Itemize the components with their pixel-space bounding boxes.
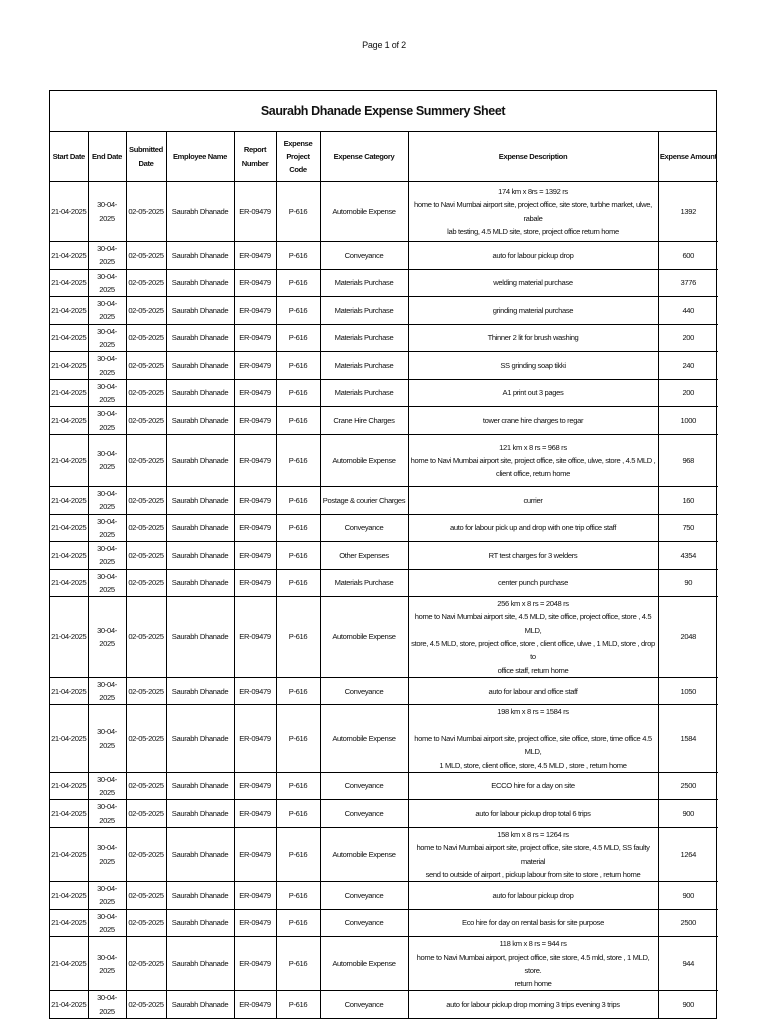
cell-start-date: 21-04-2025 — [50, 937, 88, 991]
cell-employee-name: Saurabh Dhanade — [166, 705, 234, 772]
cell-employee-name: Saurabh Dhanade — [166, 542, 234, 570]
description-line: client office, return home — [496, 469, 570, 479]
cell-expense-description — [408, 827, 658, 881]
cell-project-code: P-616 — [276, 772, 320, 800]
cell-expense-category: Automobile Expense — [320, 705, 408, 772]
cell-employee-name: Saurabh Dhanade — [166, 486, 234, 514]
cell-expense-description — [408, 269, 658, 297]
cell-project-code: P-616 — [276, 569, 320, 597]
description-line: grinding material purchase — [492, 305, 574, 315]
cell-expense-category: Automobile Expense — [320, 597, 408, 678]
cell-end-date: 30-04-2025 — [88, 909, 126, 937]
description-line: ECCO hire for a day on site — [491, 781, 575, 791]
cell-expense-amount: 750 — [658, 514, 718, 542]
cell-expense-amount: 1264 — [658, 827, 718, 881]
cell-end-date: 30-04-2025 — [88, 991, 126, 1018]
table-row — [50, 407, 718, 435]
cell-start-date: 21-04-2025 — [50, 486, 88, 514]
cell-report-number: ER-09479 — [234, 434, 276, 486]
cell-project-code: P-616 — [276, 597, 320, 678]
cell-submitted-date: 02-05-2025 — [126, 705, 166, 772]
cell-report-number: ER-09479 — [234, 597, 276, 678]
cell-end-date: 30-04-2025 — [88, 882, 126, 910]
header-expense-amount: Expense Amount — [658, 132, 718, 182]
cell-employee-name: Saurabh Dhanade — [166, 800, 234, 828]
cell-employee-name: Saurabh Dhanade — [166, 937, 234, 991]
cell-employee-name: Saurabh Dhanade — [166, 772, 234, 800]
cell-expense-category: Crane Hire Charges — [320, 407, 408, 435]
cell-end-date: 30-04-2025 — [88, 772, 126, 800]
cell-expense-amount: 900 — [658, 800, 718, 828]
cell-expense-amount: 90 — [658, 569, 718, 597]
description-line: home to Navi Mumbai airport site, project office, site store, 4.5 MLD, SS faulty material — [416, 843, 650, 866]
cell-employee-name: Saurabh Dhanade — [166, 407, 234, 435]
cell-report-number: ER-09479 — [234, 705, 276, 772]
cell-expense-description — [408, 569, 658, 597]
cell-employee-name: Saurabh Dhanade — [166, 569, 234, 597]
description-line: Eco hire for day on rental basis for site purpose — [462, 918, 604, 928]
cell-end-date: 30-04-2025 — [88, 297, 126, 325]
cell-start-date: 21-04-2025 — [50, 800, 88, 828]
cell-expense-amount: 2500 — [658, 909, 718, 937]
header-end-date: End Date — [88, 132, 126, 182]
cell-expense-category: Materials Purchase — [320, 352, 408, 380]
cell-project-code: P-616 — [276, 882, 320, 910]
cell-end-date: 30-04-2025 — [88, 514, 126, 542]
table-row — [50, 542, 718, 570]
cell-expense-description — [408, 182, 658, 242]
cell-employee-name: Saurabh Dhanade — [166, 324, 234, 352]
cell-report-number: ER-09479 — [234, 800, 276, 828]
description-line: 118 km x 8 rs = 944 rs — [499, 939, 567, 949]
cell-start-date: 21-04-2025 — [50, 242, 88, 270]
cell-expense-description — [408, 324, 658, 352]
description-line: A1 print out 3 pages — [502, 388, 564, 398]
cell-project-code: P-616 — [276, 324, 320, 352]
description-line: auto for labour pickup drop — [492, 250, 574, 260]
cell-project-code: P-616 — [276, 909, 320, 937]
cell-expense-amount: 1584 — [658, 705, 718, 772]
table-row — [50, 324, 718, 352]
cell-report-number: ER-09479 — [234, 407, 276, 435]
cell-expense-category: Conveyance — [320, 514, 408, 542]
cell-submitted-date: 02-05-2025 — [126, 407, 166, 435]
table-row — [50, 597, 718, 678]
table-row — [50, 800, 718, 828]
cell-project-code: P-616 — [276, 379, 320, 407]
cell-end-date: 30-04-2025 — [88, 379, 126, 407]
cell-report-number: ER-09479 — [234, 909, 276, 937]
cell-expense-category: Postage & courier Charges — [320, 486, 408, 514]
cell-expense-category: Automobile Expense — [320, 182, 408, 242]
cell-employee-name: Saurabh Dhanade — [166, 434, 234, 486]
table-row — [50, 242, 718, 270]
cell-submitted-date: 02-05-2025 — [126, 297, 166, 325]
description-line: auto for labour pickup drop morning 3 trips evening 3 trips — [446, 999, 620, 1009]
cell-start-date: 21-04-2025 — [50, 677, 88, 705]
table-row — [50, 514, 718, 542]
cell-expense-category: Automobile Expense — [320, 827, 408, 881]
cell-submitted-date: 02-05-2025 — [126, 827, 166, 881]
description-line: 256 km x 8 rs = 2048 rs — [497, 599, 569, 609]
cell-expense-description — [408, 597, 658, 678]
table-row — [50, 269, 718, 297]
cell-submitted-date: 02-05-2025 — [126, 486, 166, 514]
cell-employee-name: Saurabh Dhanade — [166, 597, 234, 678]
cell-employee-name: Saurabh Dhanade — [166, 182, 234, 242]
cell-employee-name: Saurabh Dhanade — [166, 882, 234, 910]
cell-report-number: ER-09479 — [234, 269, 276, 297]
cell-submitted-date: 02-05-2025 — [126, 542, 166, 570]
description-line: home to Navi Mumbai airport site, project office, site office, ulwe, store , 4.5 MLD , — [410, 455, 656, 465]
cell-report-number: ER-09479 — [234, 379, 276, 407]
cell-expense-description — [408, 407, 658, 435]
cell-start-date: 21-04-2025 — [50, 182, 88, 242]
cell-expense-description — [408, 297, 658, 325]
cell-expense-category: Conveyance — [320, 242, 408, 270]
cell-employee-name: Saurabh Dhanade — [166, 352, 234, 380]
cell-employee-name: Saurabh Dhanade — [166, 991, 234, 1018]
description-line — [411, 719, 656, 732]
page-number-label: Page 1 of 2 — [362, 40, 406, 50]
cell-expense-category: Automobile Expense — [320, 937, 408, 991]
cell-report-number: ER-09479 — [234, 297, 276, 325]
cell-end-date: 30-04-2025 — [88, 407, 126, 435]
cell-expense-description — [408, 514, 658, 542]
cell-end-date: 30-04-2025 — [88, 597, 126, 678]
cell-expense-amount: 4354 — [658, 542, 718, 570]
cell-submitted-date: 02-05-2025 — [126, 597, 166, 678]
description-line: currier — [523, 495, 543, 505]
cell-expense-amount: 1392 — [658, 182, 718, 242]
description-line: RT test charges for 3 welders — [488, 550, 578, 560]
cell-report-number: ER-09479 — [234, 569, 276, 597]
header-submitted-date: Submitted Date — [126, 132, 166, 182]
cell-submitted-date: 02-05-2025 — [126, 991, 166, 1018]
cell-project-code: P-616 — [276, 486, 320, 514]
cell-end-date: 30-04-2025 — [88, 242, 126, 270]
description-line: lab testing, 4.5 MLD site, store, project office return home — [447, 226, 619, 236]
cell-project-code: P-616 — [276, 542, 320, 570]
description-line: 174 km x 8rs = 1392 rs — [498, 186, 568, 196]
description-line: auto for labour pickup drop — [492, 890, 574, 900]
cell-end-date: 30-04-2025 — [88, 827, 126, 881]
description-line: 158 km x 8 rs = 1264 rs — [497, 829, 569, 839]
table-row — [50, 677, 718, 705]
description-line: 198 km x 8 rs = 1584 rs — [497, 707, 569, 717]
cell-project-code: P-616 — [276, 352, 320, 380]
table-row — [50, 772, 718, 800]
table-row — [50, 705, 718, 772]
cell-expense-category: Automobile Expense — [320, 434, 408, 486]
cell-employee-name: Saurabh Dhanade — [166, 677, 234, 705]
cell-report-number: ER-09479 — [234, 772, 276, 800]
description-line: auto for labour pickup drop total 6 trips — [475, 809, 591, 819]
cell-end-date: 30-04-2025 — [88, 800, 126, 828]
cell-report-number: ER-09479 — [234, 352, 276, 380]
table-row — [50, 379, 718, 407]
cell-submitted-date: 02-05-2025 — [126, 772, 166, 800]
table-row — [50, 352, 718, 380]
cell-end-date: 30-04-2025 — [88, 677, 126, 705]
header-start-date: Start Date — [50, 132, 88, 182]
cell-end-date: 30-04-2025 — [88, 542, 126, 570]
cell-employee-name: Saurabh Dhanade — [166, 242, 234, 270]
cell-expense-category: Conveyance — [320, 677, 408, 705]
cell-submitted-date: 02-05-2025 — [126, 909, 166, 937]
cell-employee-name: Saurabh Dhanade — [166, 297, 234, 325]
description-line: welding material purchase — [493, 278, 573, 288]
cell-expense-description — [408, 677, 658, 705]
cell-start-date: 21-04-2025 — [50, 597, 88, 678]
table-row — [50, 909, 718, 937]
cell-expense-amount: 200 — [658, 324, 718, 352]
cell-expense-description — [408, 909, 658, 937]
cell-project-code: P-616 — [276, 407, 320, 435]
header-report-number: Report Number — [234, 132, 276, 182]
cell-project-code: P-616 — [276, 827, 320, 881]
cell-project-code: P-616 — [276, 242, 320, 270]
description-line: auto for labour and office staff — [488, 686, 578, 696]
cell-expense-amount: 160 — [658, 486, 718, 514]
cell-expense-description — [408, 937, 658, 991]
cell-report-number: ER-09479 — [234, 514, 276, 542]
cell-start-date: 21-04-2025 — [50, 542, 88, 570]
description-line: auto for labour pick up and drop with one trip office staff — [449, 523, 617, 533]
cell-project-code: P-616 — [276, 705, 320, 772]
table-row — [50, 486, 718, 514]
cell-expense-amount: 200 — [658, 379, 718, 407]
table-row — [50, 297, 718, 325]
cell-expense-amount: 1050 — [658, 677, 718, 705]
description-line: office staff, return home — [497, 665, 569, 675]
description-line: home to Navi Mumbai airport site, project office, site office, store, time office 4.5 MLD, — [414, 734, 652, 757]
cell-expense-category: Materials Purchase — [320, 569, 408, 597]
cell-project-code: P-616 — [276, 937, 320, 991]
cell-submitted-date: 02-05-2025 — [126, 434, 166, 486]
header-employee-name: Employee Name — [166, 132, 234, 182]
cell-report-number: ER-09479 — [234, 182, 276, 242]
cell-start-date: 21-04-2025 — [50, 297, 88, 325]
cell-project-code: P-616 — [276, 297, 320, 325]
cell-submitted-date: 02-05-2025 — [126, 352, 166, 380]
cell-report-number: ER-09479 — [234, 486, 276, 514]
cell-expense-category: Materials Purchase — [320, 324, 408, 352]
cell-expense-description — [408, 242, 658, 270]
cell-submitted-date: 02-05-2025 — [126, 379, 166, 407]
description-line: home to Navi Mumbai airport site, project office, site store, turbhe market, ulwe, rabale — [414, 200, 652, 223]
cell-start-date: 21-04-2025 — [50, 379, 88, 407]
description-line: SS grinding soap tikki — [500, 360, 566, 370]
cell-expense-amount: 2048 — [658, 597, 718, 678]
description-line: center punch purchase — [498, 578, 568, 588]
cell-start-date: 21-04-2025 — [50, 352, 88, 380]
cell-expense-amount: 900 — [658, 882, 718, 910]
cell-expense-category: Other Expenses — [320, 542, 408, 570]
cell-expense-amount: 3776 — [658, 269, 718, 297]
cell-employee-name: Saurabh Dhanade — [166, 909, 234, 937]
cell-start-date: 21-04-2025 — [50, 514, 88, 542]
cell-end-date: 30-04-2025 — [88, 182, 126, 242]
cell-expense-amount: 944 — [658, 937, 718, 991]
table-row — [50, 182, 718, 242]
cell-expense-category: Materials Purchase — [320, 379, 408, 407]
description-line: Thinner 2 lit for brush washing — [487, 333, 579, 343]
cell-expense-amount: 900 — [658, 991, 718, 1018]
cell-expense-description — [408, 352, 658, 380]
cell-expense-category: Conveyance — [320, 772, 408, 800]
cell-expense-description — [408, 486, 658, 514]
cell-start-date: 21-04-2025 — [50, 434, 88, 486]
cell-submitted-date: 02-05-2025 — [126, 800, 166, 828]
cell-end-date: 30-04-2025 — [88, 324, 126, 352]
cell-expense-description — [408, 705, 658, 772]
cell-expense-description — [408, 542, 658, 570]
cell-report-number: ER-09479 — [234, 882, 276, 910]
cell-project-code: P-616 — [276, 182, 320, 242]
cell-submitted-date: 02-05-2025 — [126, 514, 166, 542]
description-line: store, 4.5 MLD, store, project office, store , client office, ulwe , 1 MLD, store , drop to — [411, 639, 655, 662]
cell-report-number: ER-09479 — [234, 542, 276, 570]
table-row — [50, 991, 718, 1018]
cell-expense-amount: 1000 — [658, 407, 718, 435]
description-line: send to outside of airport , pickup labour from site to store , return home — [425, 869, 641, 879]
cell-start-date: 21-04-2025 — [50, 991, 88, 1018]
cell-employee-name: Saurabh Dhanade — [166, 827, 234, 881]
cell-start-date: 21-04-2025 — [50, 772, 88, 800]
cell-expense-description — [408, 882, 658, 910]
cell-start-date: 21-04-2025 — [50, 882, 88, 910]
cell-expense-description — [408, 800, 658, 828]
cell-submitted-date: 02-05-2025 — [126, 677, 166, 705]
cell-project-code: P-616 — [276, 514, 320, 542]
cell-start-date: 21-04-2025 — [50, 705, 88, 772]
cell-project-code: P-616 — [276, 800, 320, 828]
cell-end-date: 30-04-2025 — [88, 269, 126, 297]
cell-project-code: P-616 — [276, 991, 320, 1018]
cell-expense-category: Conveyance — [320, 882, 408, 910]
cell-expense-amount: 440 — [658, 297, 718, 325]
cell-submitted-date: 02-05-2025 — [126, 937, 166, 991]
header-project-code: Expense Project Code — [276, 132, 320, 182]
cell-start-date: 21-04-2025 — [50, 269, 88, 297]
cell-employee-name: Saurabh Dhanade — [166, 514, 234, 542]
expense-table — [50, 132, 718, 1018]
cell-expense-amount: 968 — [658, 434, 718, 486]
description-line: return home — [514, 979, 552, 989]
cell-project-code: P-616 — [276, 434, 320, 486]
cell-start-date: 21-04-2025 — [50, 324, 88, 352]
table-row — [50, 434, 718, 486]
cell-submitted-date: 02-05-2025 — [126, 242, 166, 270]
cell-end-date: 30-04-2025 — [88, 937, 126, 991]
cell-start-date: 21-04-2025 — [50, 909, 88, 937]
cell-start-date: 21-04-2025 — [50, 569, 88, 597]
header-expense-category: Expense Category — [320, 132, 408, 182]
cell-report-number: ER-09479 — [234, 242, 276, 270]
header-expense-description: Expense Description — [408, 132, 658, 182]
cell-project-code: P-616 — [276, 269, 320, 297]
cell-expense-description — [408, 991, 658, 1018]
table-row — [50, 937, 718, 991]
cell-employee-name: Saurabh Dhanade — [166, 269, 234, 297]
description-line: tower crane hire charges to regar — [482, 416, 584, 426]
cell-expense-description — [408, 434, 658, 486]
table-row — [50, 569, 718, 597]
description-line: 1 MLD, store, client office, store, 4.5 MLD , store , return home — [439, 760, 627, 770]
cell-report-number: ER-09479 — [234, 991, 276, 1018]
cell-expense-category: Conveyance — [320, 800, 408, 828]
cell-submitted-date: 02-05-2025 — [126, 324, 166, 352]
description-line: home to Navi Mumbai airport site, 4.5 MLD, site office, project office, store , 4.5 MLD, — [414, 612, 652, 635]
cell-end-date: 30-04-2025 — [88, 569, 126, 597]
cell-project-code: P-616 — [276, 677, 320, 705]
cell-report-number: ER-09479 — [234, 677, 276, 705]
cell-expense-category: Materials Purchase — [320, 269, 408, 297]
expense-summary-sheet — [49, 90, 717, 1019]
cell-expense-category: Conveyance — [320, 909, 408, 937]
cell-employee-name: Saurabh Dhanade — [166, 379, 234, 407]
cell-submitted-date: 02-05-2025 — [126, 882, 166, 910]
table-row — [50, 827, 718, 881]
table-header-row — [50, 132, 718, 182]
cell-expense-category: Materials Purchase — [320, 297, 408, 325]
cell-start-date: 21-04-2025 — [50, 407, 88, 435]
cell-report-number: ER-09479 — [234, 324, 276, 352]
cell-expense-amount: 600 — [658, 242, 718, 270]
cell-end-date: 30-04-2025 — [88, 352, 126, 380]
cell-submitted-date: 02-05-2025 — [126, 182, 166, 242]
description-line: home to Navi Mumbai airport, project office, site store, 4.5 mld, store , 1 MLD, store. — [416, 952, 650, 975]
cell-end-date: 30-04-2025 — [88, 486, 126, 514]
cell-expense-description — [408, 379, 658, 407]
cell-expense-amount: 240 — [658, 352, 718, 380]
cell-report-number: ER-09479 — [234, 937, 276, 991]
cell-end-date: 30-04-2025 — [88, 705, 126, 772]
description-line: 121 km x 8 rs = 968 rs — [499, 442, 567, 452]
table-row — [50, 882, 718, 910]
cell-submitted-date: 02-05-2025 — [126, 569, 166, 597]
sheet-title: Saurabh Dhanade Expense Summery Sheet — [50, 91, 716, 132]
cell-expense-amount: 2500 — [658, 772, 718, 800]
cell-submitted-date: 02-05-2025 — [126, 269, 166, 297]
cell-start-date: 21-04-2025 — [50, 827, 88, 881]
cell-report-number: ER-09479 — [234, 827, 276, 881]
cell-end-date: 30-04-2025 — [88, 434, 126, 486]
cell-expense-category: Conveyance — [320, 991, 408, 1018]
cell-expense-description — [408, 772, 658, 800]
